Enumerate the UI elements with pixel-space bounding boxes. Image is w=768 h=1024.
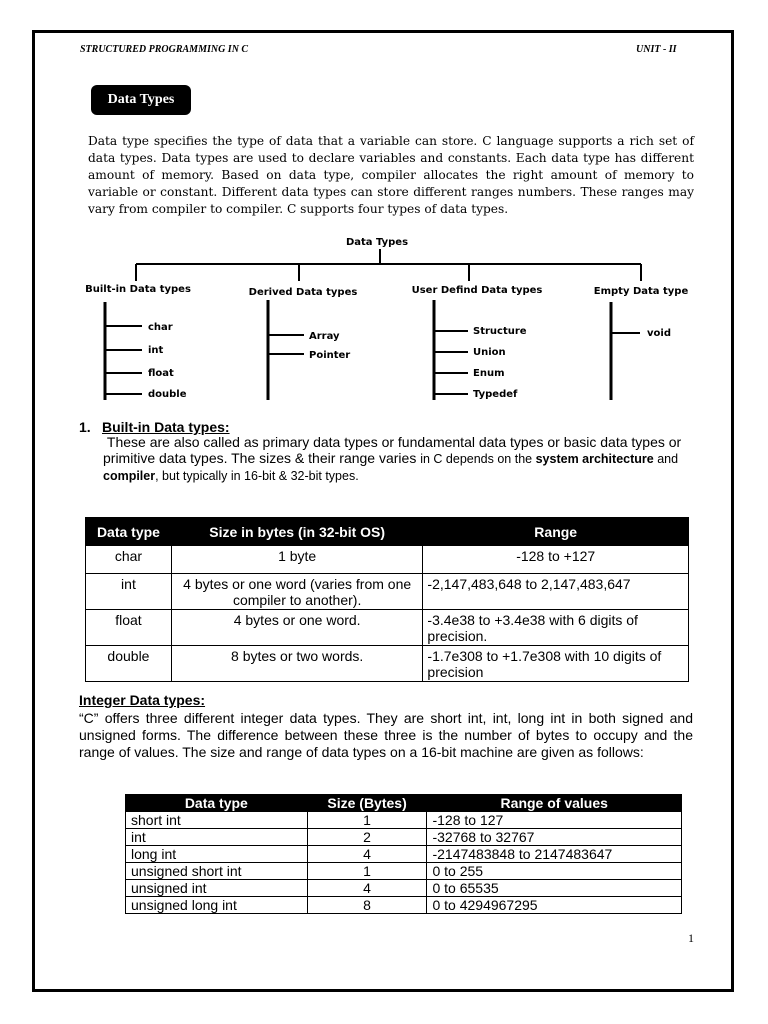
table-row [126, 863, 682, 880]
derived-item-pointer: Pointer [309, 350, 351, 361]
table-row [86, 646, 689, 682]
table-cell: char [86, 546, 172, 574]
table-header-row [86, 518, 689, 546]
table-cell: short int [126, 812, 308, 829]
table-cell: float [86, 610, 172, 646]
table-header-row [126, 795, 682, 812]
builtin-text-b: in C depends on the [420, 452, 536, 466]
table-cell: 2 [307, 829, 427, 846]
table-cell: 1 [307, 812, 427, 829]
builtin-text-a: These are also called as primary data types or fundamental data types or basic data types or primitive data types. The sizes & their range varies [103, 434, 682, 466]
builtin-item-double: double [148, 389, 187, 400]
table-cell: double [86, 646, 172, 682]
table-cell: -2,147,483,648 to 2,147,483,647 [423, 574, 689, 610]
empty-item-void: void [647, 328, 671, 339]
userdef-item-enum: Enum [473, 368, 505, 379]
table-cell: 0 to 255 [427, 863, 682, 880]
table-cell: 1 [307, 863, 427, 880]
table-cell: 4 [307, 846, 427, 863]
builtin-item-float: float [148, 368, 174, 379]
table-cell: 0 to 65535 [427, 880, 682, 897]
builtin-types-table [85, 517, 689, 682]
builtin-item-char: char [148, 322, 173, 333]
branch-label-builtin: Built-in Data types [85, 284, 191, 295]
table-cell: -128 to +127 [423, 546, 689, 574]
branch-label-derived: Derived Data types [248, 287, 358, 298]
builtin-text-d: , but typically in 16-bit & 32-bit types. [155, 469, 359, 483]
data-types-diagram [80, 230, 700, 405]
table-cell: 4 bytes or one word. [171, 610, 423, 646]
table-cell: int [86, 574, 172, 610]
table-cell: -2147483848 to 2147483647 [427, 846, 682, 863]
userdef-item-typedef: Typedef [473, 389, 518, 400]
table-cell: unsigned int [126, 880, 308, 897]
table-row [86, 546, 689, 574]
userdef-item-union: Union [473, 347, 506, 358]
table-header: Size (Bytes) [307, 795, 427, 812]
table-cell: int [126, 829, 308, 846]
table-row [126, 880, 682, 897]
section-title-builtin: Built-in Data types: [102, 419, 230, 435]
branch-label-user-defined: User Defind Data types [411, 285, 543, 296]
table-row [86, 610, 689, 646]
table-cell: -3.4e38 to +3.4e38 with 6 digits of precision. [423, 610, 689, 646]
table-cell: 4 bytes or one word (varies from one compiler to another). [171, 574, 423, 610]
table-cell: 8 bytes or two words. [171, 646, 423, 682]
table-cell: unsigned long int [126, 897, 308, 914]
userdef-item-structure: Structure [473, 326, 527, 337]
table-row [126, 897, 682, 914]
branch-label-empty: Empty Data type [593, 286, 689, 297]
table-cell: -1.7e308 to +1.7e308 with 10 digits of precision [423, 646, 689, 682]
integer-paragraph: “C” offers three different integer data types. They are short int, int, long int in both signed and unsigned forms. The difference between these three is the number of bytes to occupy and the range of values. The size and range of data types on a 16-bit machine are given as follows: [79, 710, 693, 760]
integer-types-table [125, 794, 682, 914]
section-title-integer: Integer Data types: [79, 692, 206, 708]
header-unit: UNIT - II [636, 44, 677, 55]
table-cell: 8 [307, 897, 427, 914]
table-header: Data type [126, 795, 308, 812]
table-header: Data type [86, 518, 172, 546]
section-builtin-text [103, 434, 695, 484]
intro-paragraph: Data type specifies the type of data that a variable can store. C language supports a rich set of data types. Data types are used to declare variables and constants. Each data type has different amount of memory. Based on data type, compiler allocates the right amount of memory to variable or constant. Different data types can store different ranges numbers. These ranges may vary from compiler to compiler. C supports four types of data types. [88, 134, 694, 216]
table-cell: 4 [307, 880, 427, 897]
table-cell: unsigned short int [126, 863, 308, 880]
table-cell: 0 to 4294967295 [427, 897, 682, 914]
table-row [86, 574, 689, 610]
table-row [126, 846, 682, 863]
page-title: Data Types [91, 85, 191, 115]
table-row [126, 812, 682, 829]
diagram-root-label: Data Types [345, 237, 409, 248]
header-course-title: STRUCTURED PROGRAMMING IN C [80, 44, 249, 55]
table-cell: -32768 to 32767 [427, 829, 682, 846]
builtin-item-int: int [148, 345, 164, 356]
table-cell: -128 to 127 [427, 812, 682, 829]
page-number: 1 [688, 931, 694, 945]
table-header: Size in bytes (in 32-bit OS) [171, 518, 423, 546]
table-header: Range of values [427, 795, 682, 812]
table-header: Range [423, 518, 689, 546]
section-number: 1. [79, 419, 91, 435]
table-row [126, 829, 682, 846]
builtin-bold-compiler: compiler [103, 469, 156, 483]
builtin-bold-system: system architecture [535, 452, 654, 466]
table-cell: long int [126, 846, 308, 863]
derived-item-array: Array [309, 331, 340, 342]
builtin-text-c: and [653, 452, 679, 466]
table-cell: 1 byte [171, 546, 423, 574]
